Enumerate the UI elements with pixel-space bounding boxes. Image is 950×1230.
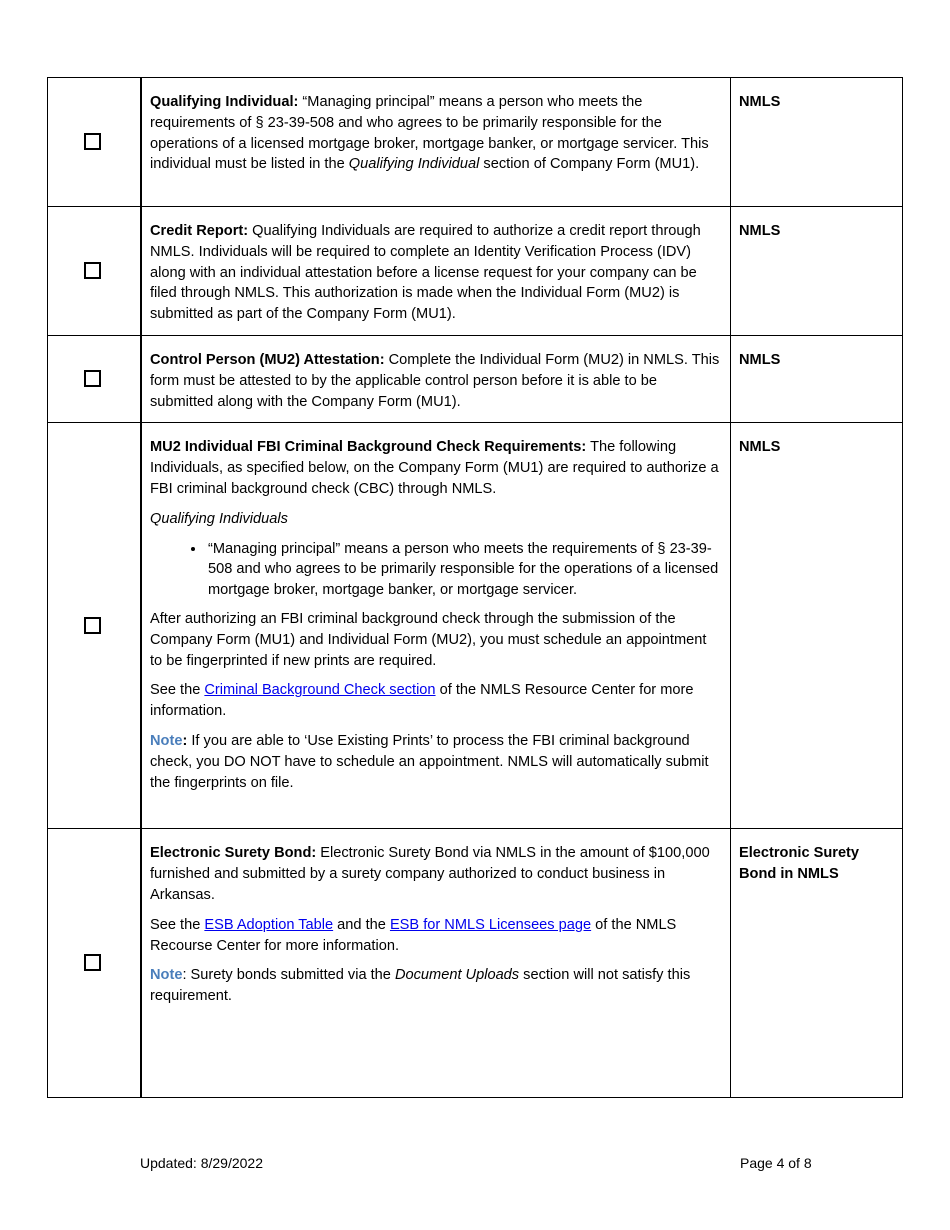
table-row [48,829,903,1098]
row-title: Control Person (MU2) Attestation: [150,351,385,368]
checkbox[interactable] [84,954,101,971]
source-cell: NMLS [731,78,903,207]
page-number: Page 4 of 8 [740,1155,812,1171]
list-item: • “Managing principal” means a person who meets the requirements of § 23-39-508 and who agrees to be primarily responsible for the operations of a licensed mortgage broker, mortgage banker, or mortgage servicer. [206,539,722,601]
table-row [48,207,903,336]
checkbox-cell[interactable] [48,207,142,336]
description-cell: Control Person (MU2) Attestation: Complete the Individual Form (MU2) in NMLS. This form must be attested to by the applicable control person before it is able to be submitted along with the Company Form (MU1). [141,335,731,422]
table-row [48,335,903,422]
source-cell: NMLS [731,423,903,829]
row-title: Credit Report: [150,223,249,239]
description-cell: MU2 Individual FBI Criminal Background Check Requirements: The following Individuals, as specified below, on the Company Form (MU1) are required to authorize a FBI criminal background check (CBC) through NMLS. Qualifying Individuals • “Managing principal” means a person who meets the requirements of § 23-39-508 and who agrees to be primarily responsible for the operations of a licensed mortgage broker, mortgage banker, or mortgage servicer. After authorizing an FBI criminal background check through the submission of the Company Form (MU1) and Individual Form (MU2), you must schedule an appointment to be fingerprinted if new prints are required. See the Criminal Background Check section of the NMLS Resource Center for more information. Note: If you are able to ‘Use Existing Prints’ to process the FBI criminal background check, you DO NOT have to schedule an appointment. NMLS will automatically submit the fingerprints on file. [141,423,731,829]
note-label: Note [150,967,183,984]
source-cell: NMLS [731,207,903,336]
checkbox[interactable] [84,133,101,150]
checkbox-cell[interactable] [48,829,142,1098]
updated-date: Updated: 8/29/2022 [140,1155,263,1171]
table-row [48,78,903,207]
esb-licensees-page-link[interactable]: ESB for NMLS Licensees page [389,916,592,933]
checkbox-cell[interactable] [48,335,142,422]
note-label: Note [150,732,183,749]
subheading: Qualifying Individuals [150,510,288,527]
checkbox[interactable] [84,262,101,279]
requirements-table [47,77,903,1098]
cbc-section-link[interactable]: Criminal Background Check section [204,682,436,699]
checkbox-cell[interactable] [48,78,142,207]
checkbox[interactable] [84,370,101,387]
table-row [48,423,903,829]
description-cell: Credit Report: Qualifying Individuals are required to authorize a credit report through NMLS. Individuals will be required to complete an Identity Verification Process (IDV) along with an individual attestation before a license request for your company can be filed through NMLS. This authorization is made when the Individual Form (MU2) is submitted as part of the Company Form (MU1). [141,207,731,336]
checkbox[interactable] [84,617,101,634]
esb-adoption-table-link[interactable]: ESB Adoption Table [204,916,334,933]
description-cell: Qualifying Individual: “Managing principal” means a person who meets the requirements of § 23-39-508 and who agrees to be primarily responsible for the operations of a licensed mortgage broker, mortgage banker, or mortgage servicer. This individual must be listed in the Qualifying Individual section of Company Form (MU1). [141,78,731,207]
row-title: Electronic Surety Bond: [150,845,317,862]
description-cell: Electronic Surety Bond: Electronic Surety Bond via NMLS in the amount of $100,000 furnished and submitted by a surety company authorized to conduct business in Arkansas. See the ESB Adoption Table and the ESB for NMLS Licensees page of the NMLS Recourse Center for more information. Note: Surety bonds submitted via the Document Uploads section will not satisfy this requirement. [141,829,731,1098]
bullet-list [150,539,722,601]
source-cell: NMLS [731,335,903,422]
checkbox-cell[interactable] [48,423,142,829]
source-cell: Electronic Surety Bond in NMLS [731,829,903,1098]
row-title: Qualifying Individual: [150,94,299,110]
row-title: MU2 Individual FBI Criminal Background Check Requirements: [150,439,587,456]
